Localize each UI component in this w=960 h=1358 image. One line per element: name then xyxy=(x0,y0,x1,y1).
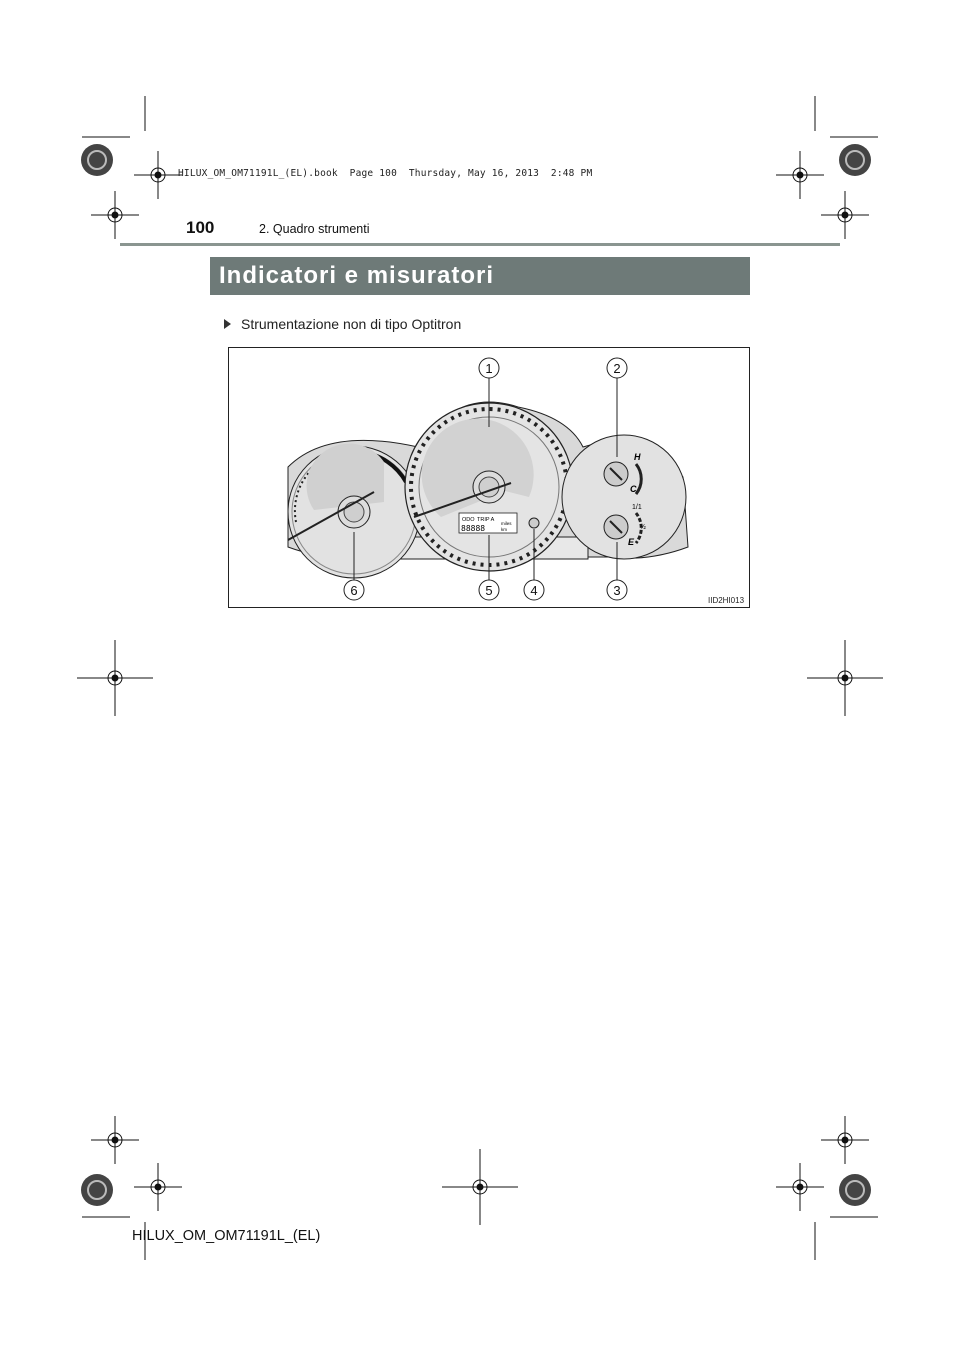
odo-unit-km: km xyxy=(501,527,507,532)
callout-6: 6 xyxy=(350,583,358,598)
callout-4: 4 xyxy=(530,583,538,598)
instrument-cluster-figure xyxy=(228,347,750,608)
header-rule xyxy=(120,243,840,246)
callout-2: 2 xyxy=(613,361,621,376)
temp-cold-label: C xyxy=(630,484,637,494)
triangle-bullet-icon xyxy=(224,319,231,329)
subheading-text: Strumentazione non di tipo Optitron xyxy=(241,316,462,332)
callout-1: 1 xyxy=(485,361,493,376)
trip-label: TRIP A xyxy=(477,517,495,523)
fuel-full-label: 1/1 xyxy=(632,504,642,511)
fuel-half-label: ½ xyxy=(640,524,646,531)
odo-digits: 88888 xyxy=(461,524,486,533)
page-title: Indicatori e misuratori xyxy=(210,257,750,295)
callout-3: 3 xyxy=(613,583,621,598)
temp-hot-label: H xyxy=(634,452,641,462)
print-header: HILUX_OM_OM71191L_(EL).book Page 100 Thursday, May 16, 2013 2:48 PM xyxy=(178,168,593,179)
page-number: 100 xyxy=(186,218,215,237)
figure-id: IID2HI013 xyxy=(708,596,745,605)
callout-5: 5 xyxy=(485,583,493,598)
subheading xyxy=(224,316,461,332)
section-title: 2. Quadro strumenti xyxy=(259,222,370,236)
odo-label: ODO xyxy=(462,517,475,523)
footer-doc-code: HILUX_OM_OM71191L_(EL) xyxy=(132,1228,321,1244)
odo-unit-miles: miles xyxy=(501,521,512,526)
fuel-empty-label: E xyxy=(628,537,635,547)
temp-fuel-gauges xyxy=(562,435,686,559)
